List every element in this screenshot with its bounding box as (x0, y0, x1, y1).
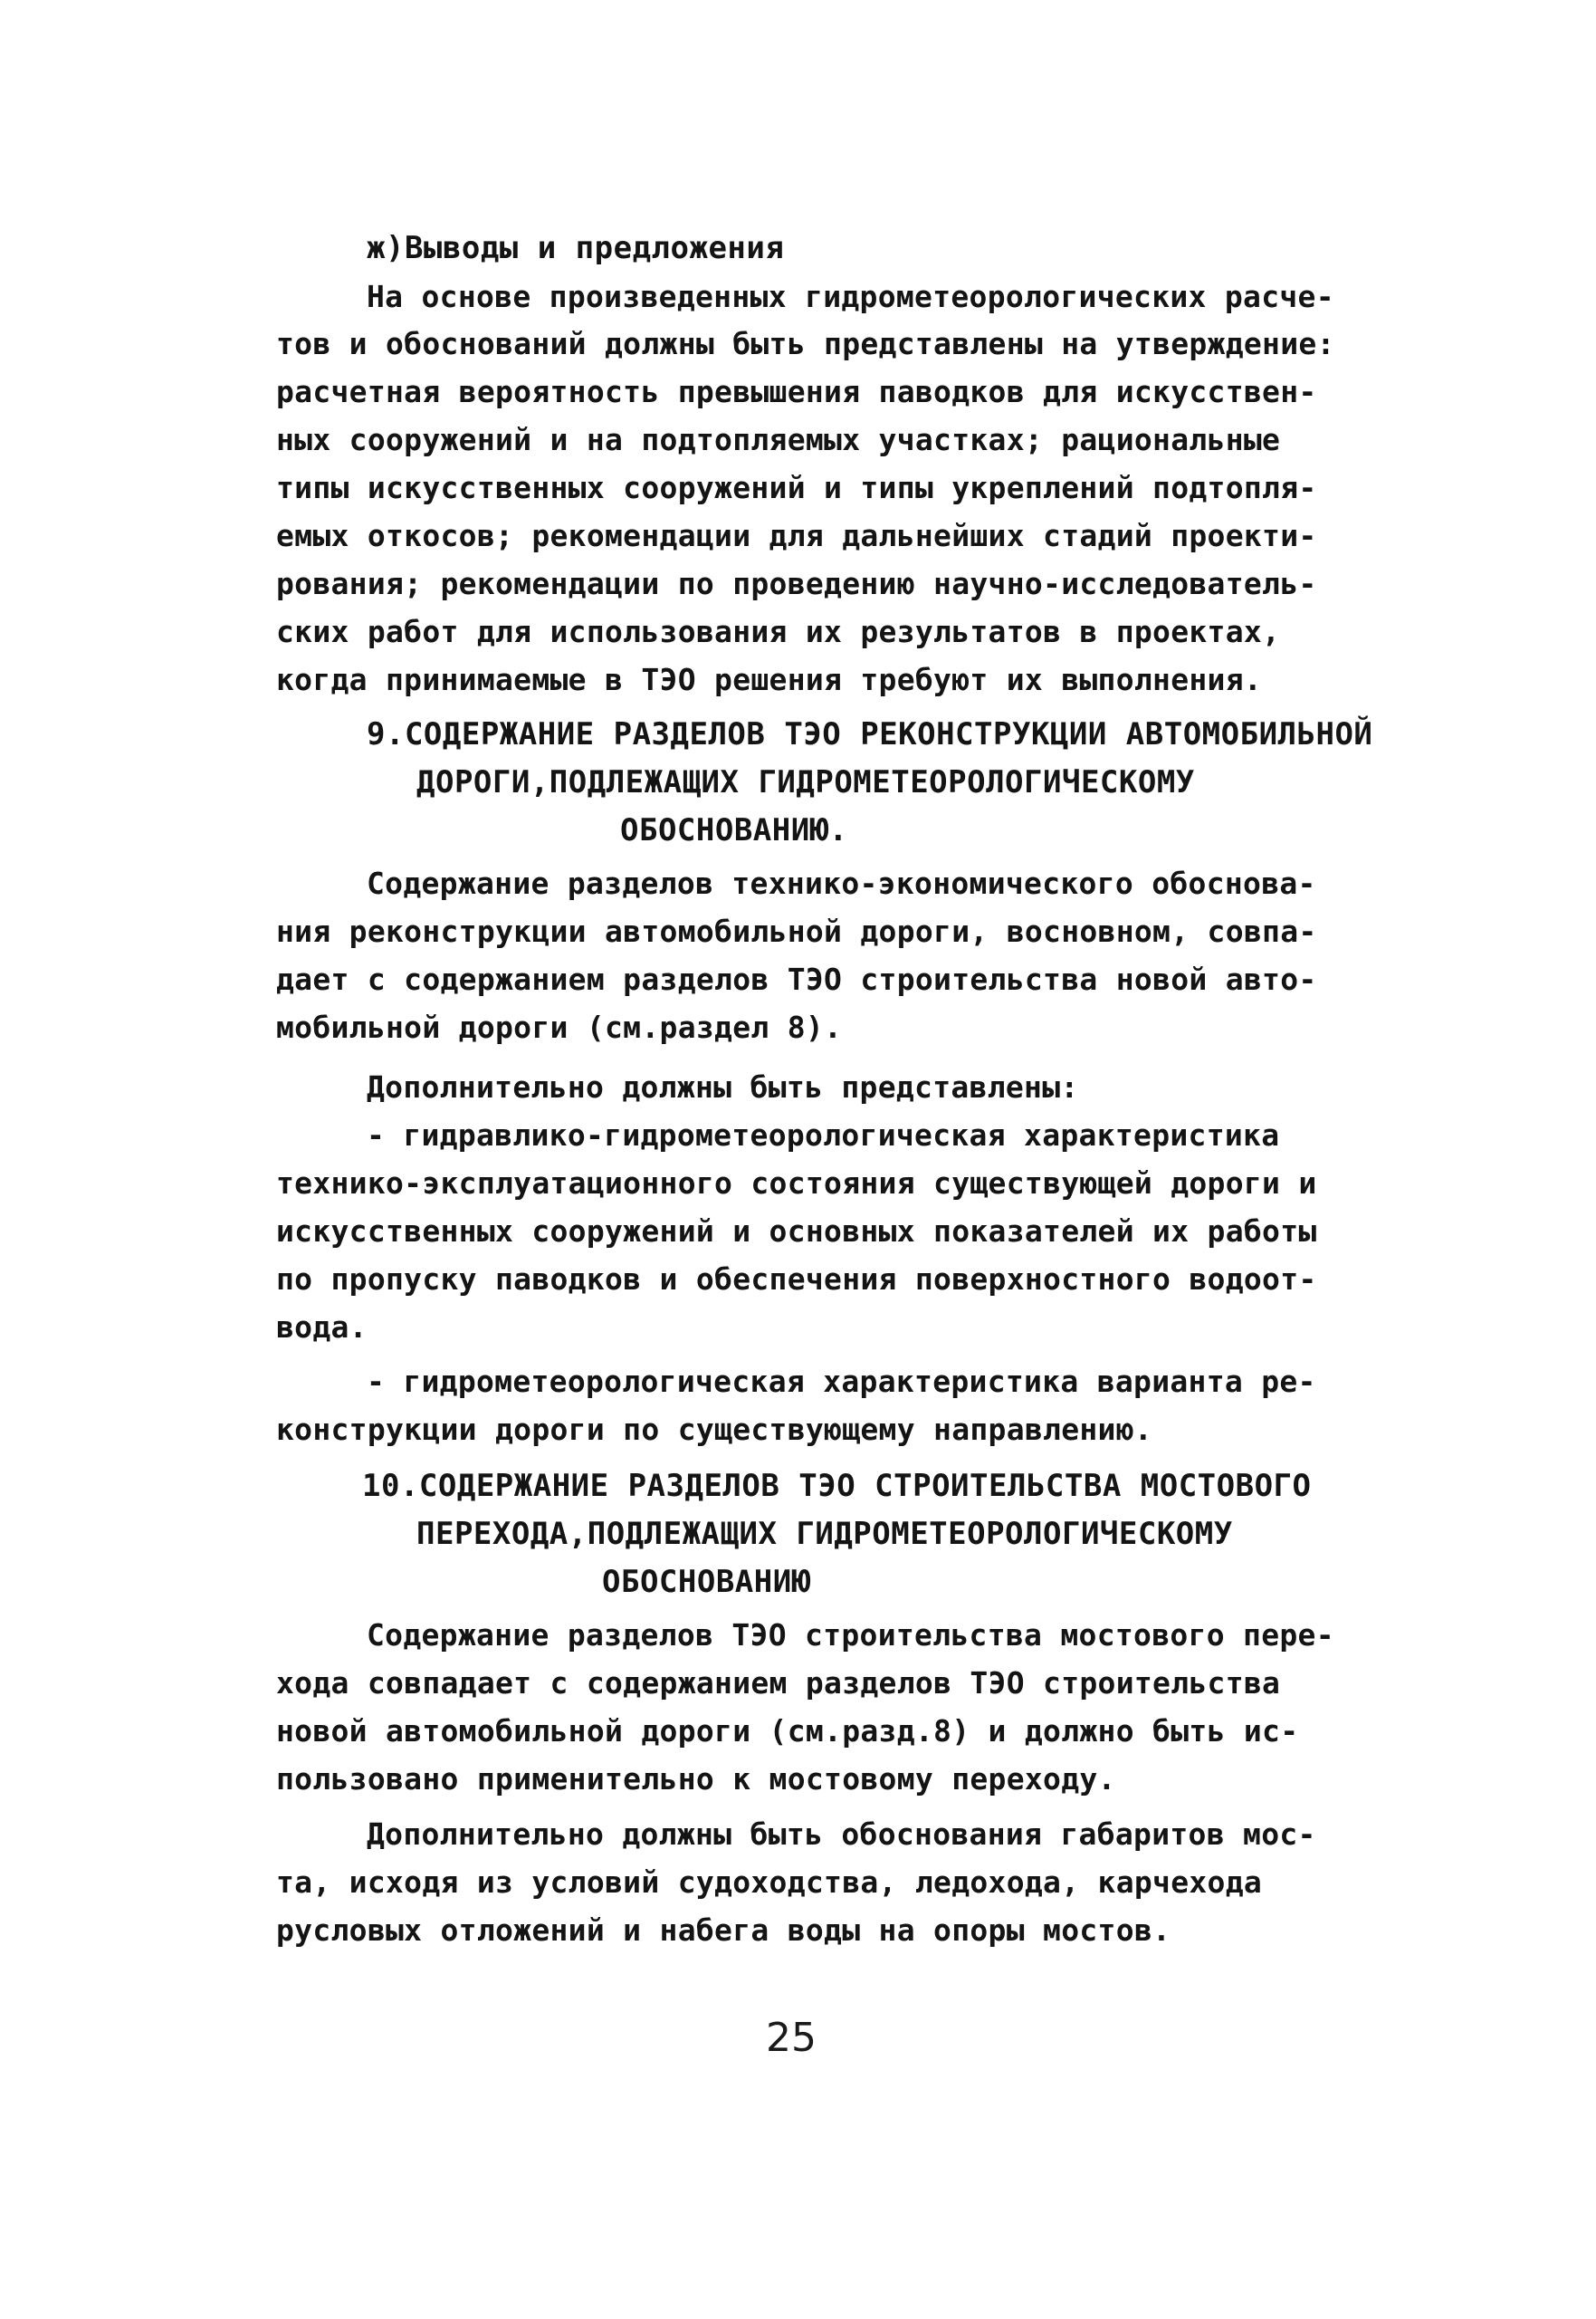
section-10-paragraph: пользовано применительно к мостовому переходу. (276, 1761, 1116, 1797)
section-10-paragraph: хода совпадает с содержанием разделов ТЭО строительства (276, 1665, 1281, 1701)
section-g-line: ных сооружений и на подтопляемых участках; рациональные (276, 422, 1281, 457)
section-9-heading: 9.СОДЕРЖАНИЕ РАЗДЕЛОВ ТЭО РЕКОНСТРУКЦИИ АВТОМОБИЛЬНОЙ (367, 716, 1373, 752)
section-9-paragraph: Дополнительно должны быть представлены: (367, 1069, 1079, 1105)
section-g-line: емых откосов; рекомендации для дальнейших стадий проекти- (276, 518, 1317, 553)
section-9-paragraph: мобильной дороги (см.раздел 8). (276, 1010, 843, 1045)
section-g-line: тов и обоснований должны быть представлены на утверждение: (276, 326, 1335, 361)
section-10-paragraph: та, исходя из условий судоходства, ледохода, карчехода (276, 1864, 1263, 1900)
section-9-paragraph: вода. (276, 1309, 368, 1345)
section-9-paragraph: - гидравлико-гидрометеорологическая характеристика (367, 1117, 1280, 1153)
section-9-paragraph: технико-эксплуатационного состояния существующей дороги и (276, 1165, 1317, 1201)
section-10-paragraph: новой автомобильной дороги (см.разд.8) и должно быть ис- (276, 1713, 1299, 1749)
section-9-paragraph: - гидрометеорологическая характеристика варианта ре- (367, 1364, 1316, 1399)
section-g-line: На основе произведенных гидрометеорологических расче- (367, 279, 1334, 314)
section-g-line: когда принимаемые в ТЭО решения требуют их выполнения. (276, 662, 1263, 697)
section-9-paragraph: искусственных сооружений и основных показателей их работы (276, 1213, 1317, 1249)
section-g-line: типы искусственных сооружений и типы укреплений подтопля- (276, 470, 1317, 505)
section-9-paragraph: ния реконструкции автомобильной дороги, восновном, совпа- (276, 914, 1317, 949)
section-10-paragraph: Содержание разделов ТЭО строительства мостового пере- (367, 1617, 1334, 1653)
section-9-paragraph: конструкции дороги по существующему направлению. (276, 1412, 1153, 1447)
section-10-heading: 10.СОДЕРЖАНИЕ РАЗДЕЛОВ ТЭО СТРОИТЕЛЬСТВА МОСТОВОГО (362, 1468, 1312, 1504)
section-9-heading: ОБОСНОВАНИЮ. (620, 812, 848, 848)
section-g-heading: ж)Выводы и предложения (367, 230, 785, 266)
section-10-paragraph: Дополнительно должны быть обоснования габаритов мос- (367, 1816, 1316, 1852)
section-9-paragraph: дает с содержанием разделов ТЭО строительства новой авто- (276, 962, 1317, 997)
section-g-line: рования; рекомендации по проведению научно-исследователь- (276, 566, 1317, 601)
page-number: 25 (766, 2015, 817, 2061)
section-10-paragraph: русловых отложений и набега воды на опоры мостов. (276, 1912, 1171, 1948)
section-9-paragraph: по пропуску паводков и обеспечения поверхностного водоот- (276, 1261, 1317, 1297)
section-g-line: расчетная вероятность превышения паводков для искусствен- (276, 374, 1317, 409)
section-g-line: ских работ для использования их результатов в проектах, (276, 614, 1281, 649)
section-10-heading: ОБОСНОВАНИЮ (602, 1564, 811, 1600)
section-9-heading: ДОРОГИ,ПОДЛЕЖАЩИХ ГИДРОМЕТЕОРОЛОГИЧЕСКОМУ (416, 764, 1195, 800)
section-9-paragraph: Содержание разделов технико-экономического обоснова- (367, 866, 1316, 901)
section-10-heading: ПЕРЕХОДА,ПОДЛЕЖАЩИХ ГИДРОМЕТЕОРОЛОГИЧЕСКОМУ (416, 1516, 1233, 1552)
